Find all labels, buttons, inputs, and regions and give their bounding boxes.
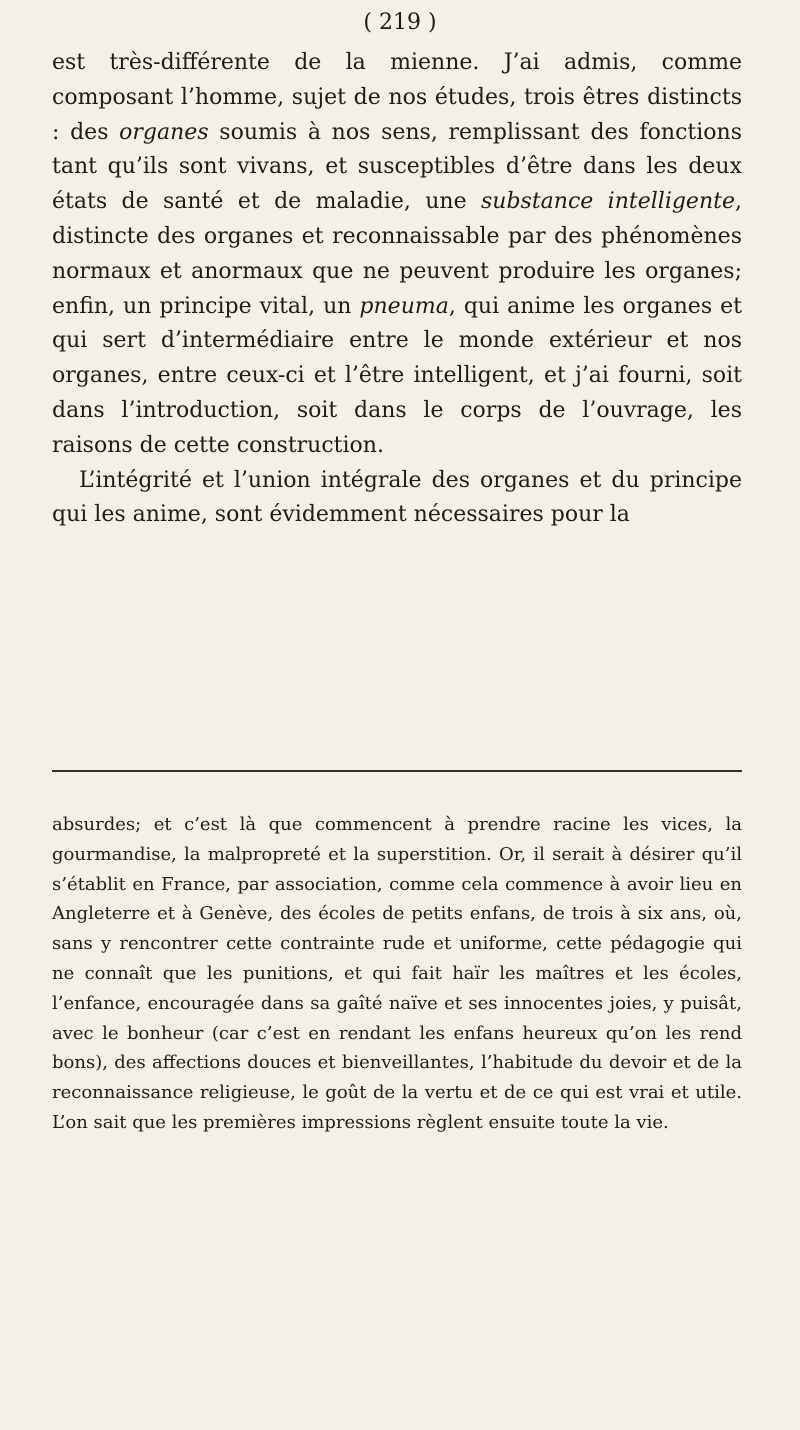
- page-number: ( 219 ): [363, 10, 437, 35]
- paragraph-2: L’intégrité et l’union intégrale des organes et du principe qui les anime, sont évidemment nécessaires pour la: [52, 467, 742, 528]
- footnote-text: absurdes; et c’est là que commencent à prendre racine les vices, la gourmandise, la malpropreté et la superstition. Or, il serait à désirer qu’il s’établit en France, par association, comme cela commence à avoir lieu en Angleterre et à Genève, des écoles de petits enfans, de trois à six ans, où, sans y rencontrer cette contrainte rude et uniforme, cette pédagogie qui ne connaît que les punitions, et qui fait haïr les maîtres et les écoles, l’enfance, encouragée dans sa gaîté naïve et ses innocentes joies, y puisât, avec le bonheur (car c’est en rendant les enfans heureux qu’on les rend bons), des affections douces et bienveillantes, l’habitude du devoir et de la reconnaissance religieuse, le goût de la vertu et de ce qui est vrai et utile. L’on sait que les premières impressions règlent ensuite toute la vie.: [52, 814, 742, 1133]
- footnote-separator: [52, 770, 742, 772]
- term-organes: organes: [119, 119, 209, 145]
- footnote: [52, 810, 742, 1138]
- paragraph-1-part-d: , qui anime les organes et qui sert d’intermédiaire entre le monde extérieur et nos organes, entre ceux-ci et l’être intelligent, et j’ai fourni, soit dans l’introduction, soit dans le corps de l’ouvrage, les raisons de cette construction.: [52, 293, 742, 458]
- main-text: [52, 46, 742, 533]
- term-substance-intelligente: substance intelligente: [480, 189, 735, 215]
- paragraph-1: [52, 46, 742, 464]
- paragraph-1-part-c: , distincte des organes et reconnaissable par des phénomènes normaux et anormaux que ne peuvent produire les organes; enfin, un principe vital, un: [52, 189, 742, 319]
- paragraph-1-part-b: soumis à nos sens, remplissant des fonctions tant qu’ils sont vivans, et susceptibles d’être dans les deux états de santé et de maladie, une: [52, 119, 742, 215]
- term-pneuma: pneuma: [359, 293, 449, 319]
- paragraph-1-part-a: est très-différente de la mienne. J’ai admis, comme composant l’homme, sujet de nos études, trois êtres distincts : des: [52, 50, 742, 145]
